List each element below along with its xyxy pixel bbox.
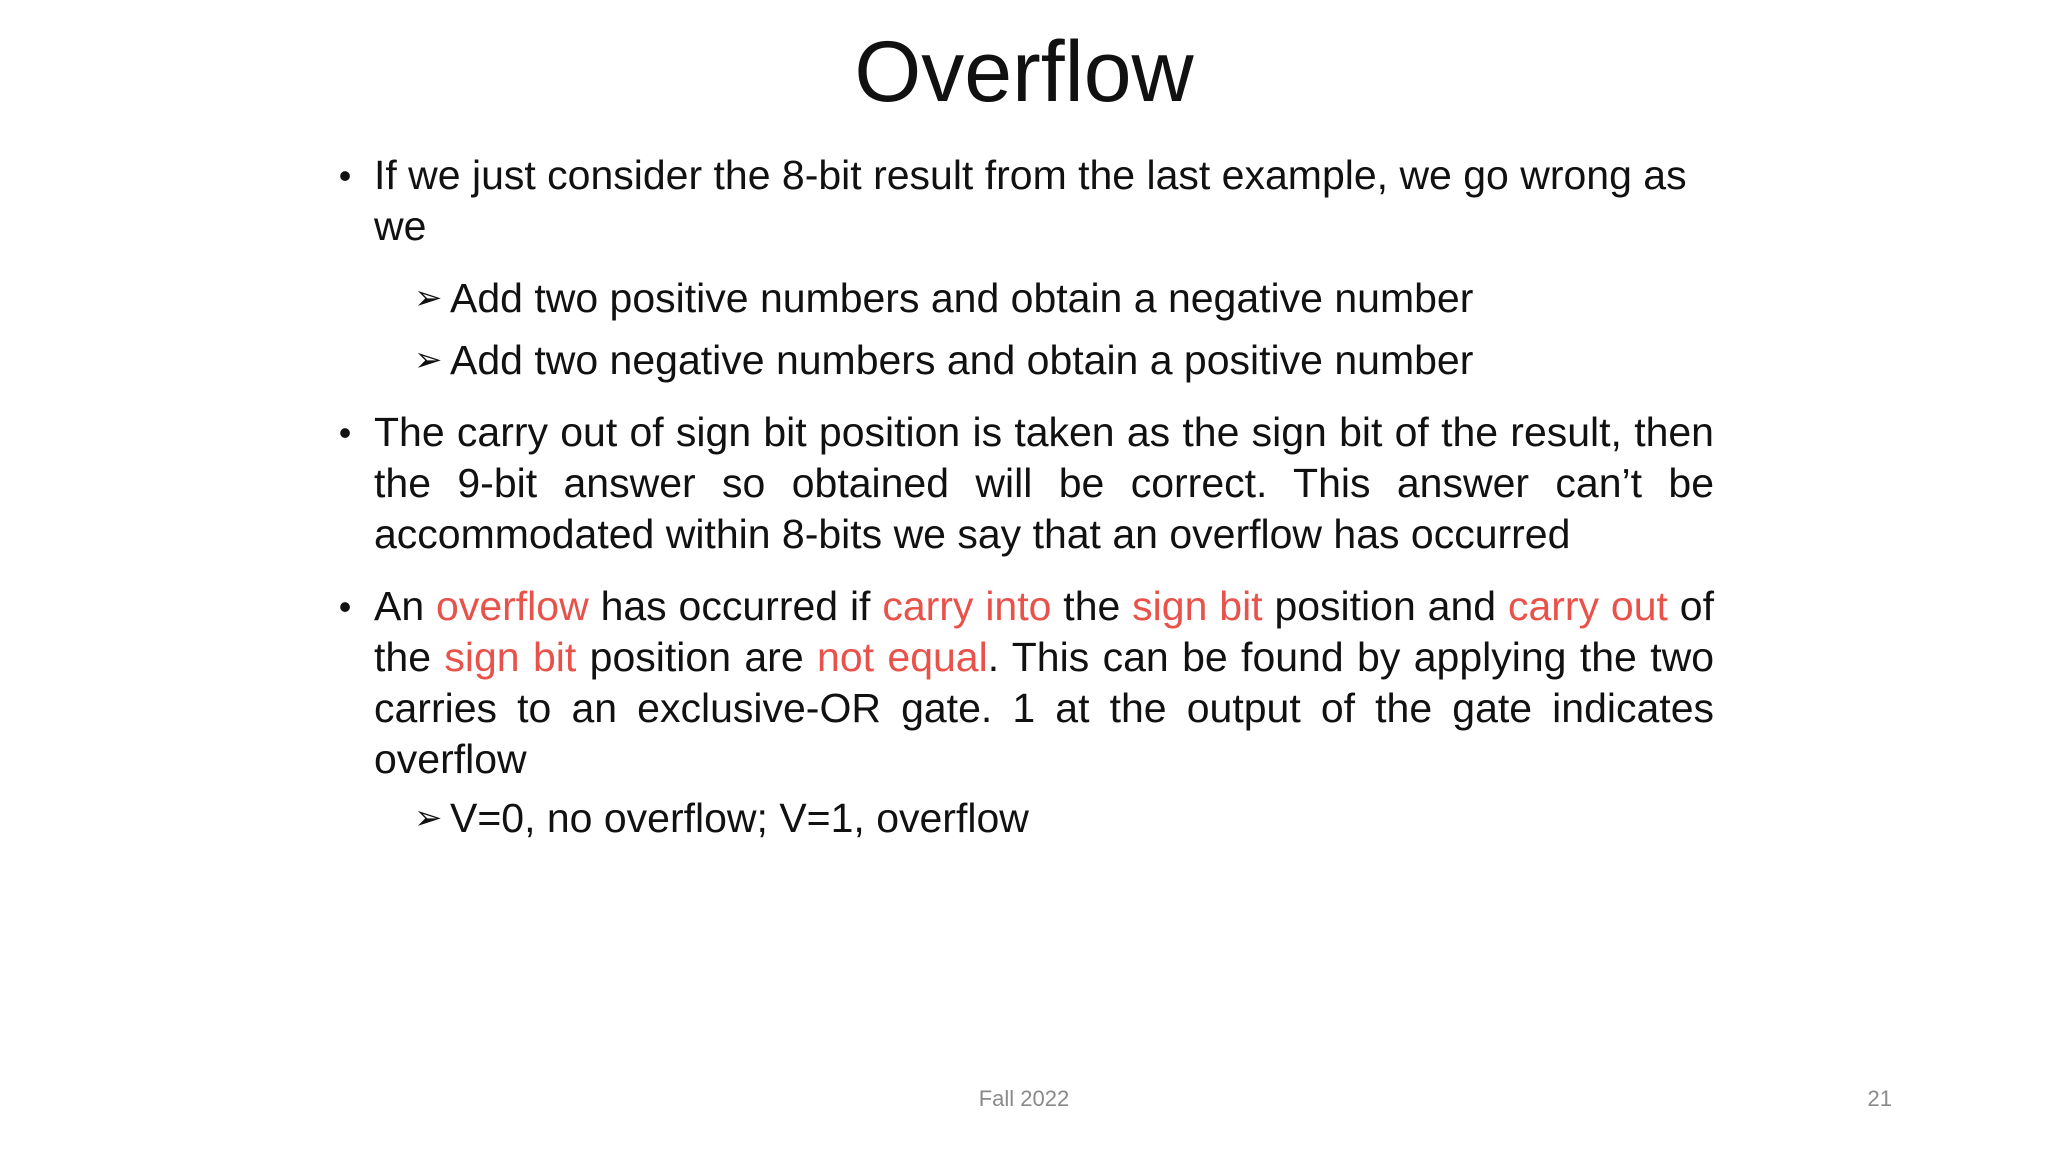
sub-bullet-item [414, 273, 1714, 324]
bullet-text: The carry out of sign bit position is taken as the sign bit of the result, then the 9-bit answer so obtained will be correct. This answer can’t be accommodated within 8-bits we say that an overflow has occurred [374, 409, 1714, 557]
footer-date: Fall 2022 [978, 1086, 1070, 1111]
bullet-item [330, 581, 1714, 785]
sub-bullet-text: Add two positive numbers and obtain a negative number [450, 275, 1474, 321]
sub-bullet-text: Add two negative numbers and obtain a positive number [450, 337, 1474, 383]
highlight-carry-into: carry into [882, 583, 1052, 629]
bullet-icon: • [338, 155, 352, 196]
highlight-sign-bit: sign bit [444, 634, 577, 680]
text-segment: the [1051, 583, 1133, 629]
bullet-item [330, 150, 1714, 252]
bullet-icon: • [338, 586, 352, 627]
slide-content [330, 150, 1714, 855]
text-segment: of the [374, 583, 1714, 680]
text-segment: has occurred if [588, 583, 883, 629]
arrow-bullet-icon: ➢ [414, 341, 443, 379]
bullet-item [330, 407, 1714, 560]
bullet-text [374, 583, 1714, 782]
text-segment: position are [576, 634, 818, 680]
bullet-text: If we just consider the 8-bit result from the last example, we go wrong as we [374, 152, 1687, 249]
arrow-bullet-icon: ➢ [414, 279, 443, 317]
sub-bullet-item [414, 793, 1714, 844]
text-segment: An [374, 583, 437, 629]
bullet-icon: • [338, 412, 352, 453]
sub-bullet-text: V=0, no overflow; V=1, overflow [450, 795, 1029, 841]
highlight-not-equal: not equal [817, 634, 988, 680]
slide-number: 21 [1867, 1086, 1892, 1111]
slide-title: Overflow [854, 24, 1194, 120]
arrow-bullet-icon: ➢ [414, 799, 443, 837]
highlight-sign-bit: sign bit [1132, 583, 1263, 629]
text-segment: position and [1262, 583, 1508, 629]
text-segment: . This can be found by applying the two carries to an exclusive-OR gate. 1 at the output of the gate indicates overflow [374, 634, 1715, 782]
sub-bullet-item [414, 335, 1714, 386]
highlight-overflow: overflow [436, 583, 589, 629]
highlight-carry-out: carry out [1507, 583, 1668, 629]
